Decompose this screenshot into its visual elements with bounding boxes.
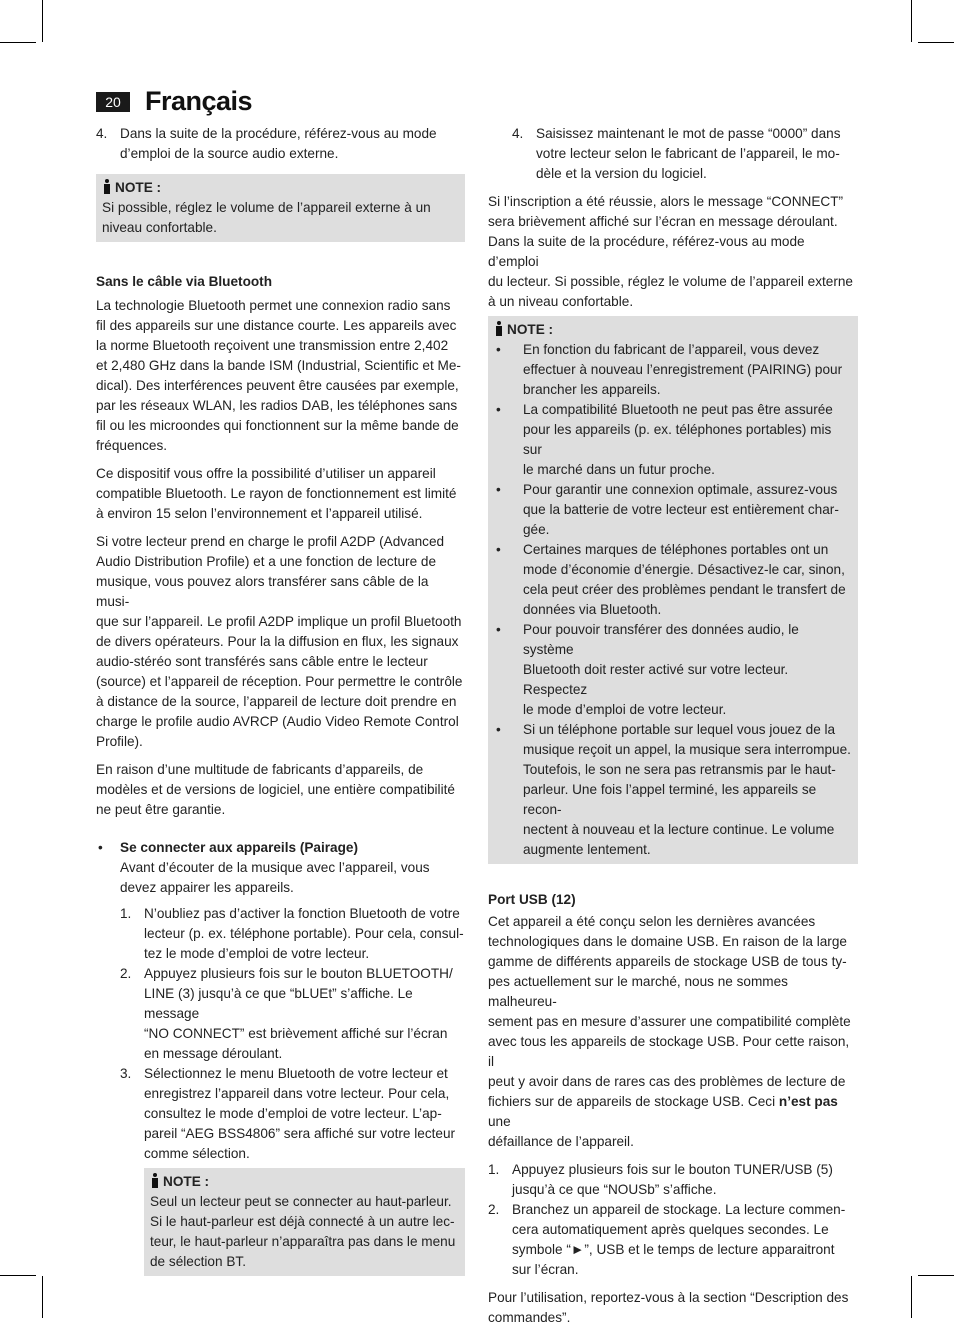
info-icon xyxy=(150,1173,160,1188)
text-line: défaillance de l’appareil. xyxy=(488,1134,634,1149)
step-line: consultez le mode d’emploi de votre lecteur. L’ap- xyxy=(144,1106,442,1121)
note-heading xyxy=(150,1172,459,1192)
bullet-glyph: • xyxy=(496,542,501,557)
step-line: Appuyez plusieurs fois sur le bouton BLUETOOTH/ xyxy=(144,966,453,981)
text-line: Profile). xyxy=(96,734,143,749)
crop-mark xyxy=(42,1276,43,1318)
paragraph xyxy=(96,532,465,752)
step-line: en message déroulant. xyxy=(144,1046,283,1061)
note-bullet-item xyxy=(494,480,852,540)
step-item xyxy=(120,904,465,964)
text-fragment: une xyxy=(488,1114,511,1129)
step-line: N’oubliez pas d’activer la fonction Bluetooth de votre xyxy=(144,906,460,921)
text-line: du lecteur. Si possible, réglez le volume de l’appareil externe xyxy=(488,274,853,289)
step-line: Dans la suite de la procédure, référez-vous au mode xyxy=(120,126,437,141)
text-line: par les réseaux WLAN, les radios DAB, les téléphones sans xyxy=(96,398,458,413)
step-line: tez le mode d’emploi de votre lecteur. xyxy=(144,946,370,961)
text-line: En raison d’une multitude de fabricants d’appareils, de xyxy=(96,762,424,777)
note-box xyxy=(144,1168,465,1276)
note-line: brancher les appareils. xyxy=(523,382,661,397)
text-line: Audio Distribution Profile) et a une fonction de lecture de xyxy=(96,554,437,569)
step-line: d’emploi de la source audio externe. xyxy=(120,146,339,161)
crop-mark xyxy=(918,42,954,43)
section-heading: Port USB (12) xyxy=(488,892,576,907)
step-line: LINE (3) jusqu’à ce que “bLUEt” s’affiche. Le message xyxy=(144,986,413,1021)
step-line: enregistrez l’appareil dans votre lecteur. Pour cela, xyxy=(144,1086,450,1101)
text-line: compatible Bluetooth. Le rayon de fonctionnement est limité xyxy=(96,486,457,501)
text-line: fichiers sur de appareils de stockage USB. Ceci xyxy=(488,1094,779,1109)
text-line: que sur l’appareil. Le profil A2DP implique un profil Bluetooth xyxy=(96,614,462,629)
text-line: sera brièvement affiché sur l’écran en message déroulant. xyxy=(488,214,838,229)
section-heading: Sans le câble via Bluetooth xyxy=(96,274,273,289)
note-line: niveau confortable. xyxy=(102,220,217,235)
step-number: 3. xyxy=(120,1066,132,1081)
note-line: effectuer à nouveau l’enregistrement (PAIRING) pour xyxy=(523,362,843,377)
right-column xyxy=(488,124,858,1336)
text-line: modèles et de versions de logiciel, une entière compatibilité xyxy=(96,782,455,797)
step-line: lecteur (p. ex. téléphone portable). Pour cela, consul- xyxy=(144,926,464,941)
paragraph xyxy=(488,1288,858,1328)
text-line: et 2,480 GHz dans la bande ISM (Industrial, Scientific et Me- xyxy=(96,358,461,373)
note-line: Pour pouvoir transférer des données audio, le système xyxy=(523,622,799,657)
crop-mark xyxy=(918,1275,954,1276)
left-column xyxy=(96,124,465,1286)
pairing-bullet xyxy=(96,838,465,898)
note-bullet-item xyxy=(494,540,852,620)
text-line: Ce dispositif vous offre la possibilité d’utiliser un appareil xyxy=(96,466,436,481)
text-line: à un niveau confortable. xyxy=(488,294,634,309)
note-line: Bluetooth doit rester activé sur votre lecteur. Respectez xyxy=(523,662,789,697)
paragraph xyxy=(488,192,858,312)
text-line: à distance de la source, l’appareil de lecture doit prendre en xyxy=(96,694,457,709)
text-line: fil des appareils sur une distance courte. Les appareils avec xyxy=(96,318,457,333)
text-line: Si votre lecteur prend en charge le profil A2DP (Advanced xyxy=(96,534,445,549)
step-number: 4. xyxy=(512,126,524,141)
note-heading xyxy=(102,178,459,198)
text-line: audio-stéréo sont transférés sans câble entre le lecteur xyxy=(96,654,428,669)
info-icon xyxy=(494,321,504,336)
note-line: gée. xyxy=(523,522,550,537)
text-line: à environ 15 selon l’environnement et l’appareil utilisé. xyxy=(96,506,423,521)
note-line: augmente lentement. xyxy=(523,842,651,857)
note-line: Pour garantir une connexion optimale, assurez-vous xyxy=(523,482,838,497)
note-label: NOTE : xyxy=(163,1174,210,1189)
step-line: Branchez un appareil de stockage. La lecture commen- xyxy=(512,1202,846,1217)
crop-mark xyxy=(42,0,43,42)
text-line: de divers opérateurs. Pour la la diffusion en flux, les signaux xyxy=(96,634,459,649)
page-number: 20 xyxy=(96,92,130,112)
step-line: Saisissez maintenant le mot de passe “0000” dans xyxy=(536,126,841,141)
bullet-glyph: • xyxy=(98,840,103,855)
note-line: nectent à nouveau et la lecture continue. Le volume xyxy=(523,822,835,837)
step-line: symbole “►”, USB et le temps de lecture apparaitront xyxy=(512,1242,835,1257)
note-bullet-item xyxy=(494,620,852,720)
crop-mark xyxy=(0,42,36,43)
note-line: le mode d’emploi de votre lecteur. xyxy=(523,702,727,717)
text-line: musique, vous pouvez alors transférer sans câble de la musi- xyxy=(96,574,429,609)
text-line: Cet appareil a été conçu selon les dernières avancées xyxy=(488,914,816,929)
text-line: (source) et l’appareil de réception. Pour permettre le contrôle xyxy=(96,674,463,689)
step-line: dèle et la version du logiciel. xyxy=(536,166,707,181)
paragraph xyxy=(96,464,465,524)
text-line: fréquences. xyxy=(96,438,168,453)
note-heading xyxy=(494,320,852,340)
text-line: ne peut être garantie. xyxy=(96,802,226,817)
bullet-glyph: • xyxy=(496,342,501,357)
note-line: Seul un lecteur peut se connecter au haut-parleur. xyxy=(150,1194,452,1209)
note-line: cela peut créer des problèmes pendant le transfert de xyxy=(523,582,846,597)
text-line: sement pas en mesure d’assurer une compatibilité complète xyxy=(488,1014,851,1029)
step-number: 2. xyxy=(488,1202,500,1217)
step-number: 4. xyxy=(96,126,108,141)
note-line: Toutefois, le son ne sera pas retransmis par le haut- xyxy=(523,762,836,777)
bullet-glyph: • xyxy=(496,402,501,417)
note-line: parleur. Une fois l’appel terminé, les appareils se recon- xyxy=(523,782,817,817)
pairing-steps xyxy=(96,904,465,1276)
step-item xyxy=(120,1064,465,1164)
step-line: votre lecteur selon le fabricant de l’appareil, le mo- xyxy=(536,146,840,161)
text-line: dical). Des interférences peuvent être causées par exemple, xyxy=(96,378,459,393)
text-line: peut y avoir dans de rares cas des problèmes de lecture de xyxy=(488,1074,846,1089)
note-box xyxy=(96,174,465,242)
note-line: données via Bluetooth. xyxy=(523,602,662,617)
text-line: Avant d’écouter de la musique avec l’appareil, vous xyxy=(120,860,430,875)
step-line: sur l’écran. xyxy=(512,1262,579,1277)
step-number: 1. xyxy=(488,1162,500,1177)
step-item xyxy=(488,1200,858,1280)
paragraph xyxy=(96,296,465,456)
step-number: 1. xyxy=(120,906,132,921)
note-line: musique reçoit un appel, la musique sera interrompue. xyxy=(523,742,851,757)
step-item xyxy=(512,124,858,184)
text-line: La technologie Bluetooth permet une connexion radio sans xyxy=(96,298,451,313)
step-line: cera automatiquement après quelques secondes. Le xyxy=(512,1222,829,1237)
page-title: Français xyxy=(145,86,253,116)
step-line: jusqu’à ce que “NOUSb” s’affiche. xyxy=(512,1182,717,1197)
note-line: Si un téléphone portable sur lequel vous jouez de la xyxy=(523,722,836,737)
note-line: Si possible, réglez le volume de l’appareil externe à un xyxy=(102,200,431,215)
step-line: Appuyez plusieurs fois sur le bouton TUNER/USB (5) xyxy=(512,1162,833,1177)
step-number: 2. xyxy=(120,966,132,981)
bullet-glyph: • xyxy=(496,722,501,737)
step-line: “NO CONNECT” est brièvement affiché sur l’écran xyxy=(144,1026,448,1041)
text-line: gamme de différents appareils de stockage USB de tous ty- xyxy=(488,954,847,969)
bullet-glyph: • xyxy=(496,482,501,497)
note-line: La compatibilité Bluetooth ne peut pas être assurée xyxy=(523,402,833,417)
note-bullet-item xyxy=(494,400,852,480)
note-line: En fonction du fabricant de l’appareil, vous devez xyxy=(523,342,820,357)
bullet-glyph: • xyxy=(496,622,501,637)
text-line: Si l’inscription a été réussie, alors le message “CONNECT” xyxy=(488,194,844,209)
note-line: pour les appareils (p. ex. téléphones portables) mis sur xyxy=(523,422,832,457)
step-item xyxy=(488,1160,858,1200)
note-line: mode d’économie d’énergie. Désactivez-le car, sinon, xyxy=(523,562,845,577)
text-line: fil ou les microondes qui fonctionnent sur la même bande de xyxy=(96,418,459,433)
note-line: le marché dans un futur proche. xyxy=(523,462,715,477)
step-item xyxy=(120,964,465,1064)
text-line: Pour l’utilisation, reportez-vous à la section “Description des xyxy=(488,1290,849,1305)
note-line: Si le haut-parleur est déjà connecté à un autre lec- xyxy=(150,1214,455,1229)
note-label: NOTE : xyxy=(507,322,554,337)
text-line: technologiques dans le domaine USB. En raison de la large xyxy=(488,934,847,949)
text-line: devez appairer les appareils. xyxy=(120,880,294,895)
pairing-heading: Se connecter aux appareils (Pairage) xyxy=(120,840,358,855)
step-line: Sélectionnez le menu Bluetooth de votre lecteur et xyxy=(144,1066,448,1081)
info-icon xyxy=(102,179,112,194)
crop-mark xyxy=(911,1276,912,1318)
note-line: Certaines marques de téléphones portables ont un xyxy=(523,542,829,557)
note-bullet-item xyxy=(494,340,852,400)
paragraph xyxy=(96,760,465,820)
note-line: de sélection BT. xyxy=(150,1254,246,1269)
note-bullet-item xyxy=(494,720,852,860)
step-line: pareil “AEG BSS4806” sera affiché sur votre lecteur xyxy=(144,1126,456,1141)
text-line: la norme Bluetooth reçoivent une transmission entre 2,402 xyxy=(96,338,449,353)
text-line: avec tous les appareils de stockage USB. Pour cette raison, il xyxy=(488,1034,850,1069)
crop-mark xyxy=(0,1275,36,1276)
bold-text: n’est pas xyxy=(778,1094,838,1109)
note-line: teur, le haut-parleur n’apparaîtra pas dans le menu xyxy=(150,1234,456,1249)
step-line: comme sélection. xyxy=(144,1146,250,1161)
note-line: que la batterie de votre lecteur est entièrement char- xyxy=(523,502,839,517)
paragraph xyxy=(488,912,858,1152)
text-line: Dans la suite de la procédure, référez-vous au mode d’emploi xyxy=(488,234,805,269)
note-label: NOTE : xyxy=(115,180,162,195)
note-box xyxy=(488,316,858,864)
crop-mark xyxy=(911,0,912,42)
text-line: commandes”. xyxy=(488,1310,571,1325)
text-line: charge le profile audio AVRCP (Audio Video Remote Control xyxy=(96,714,459,729)
step-item xyxy=(96,124,465,164)
text-line: pes actuellement sur le marché, nous ne sommes malheureu- xyxy=(488,974,788,1009)
